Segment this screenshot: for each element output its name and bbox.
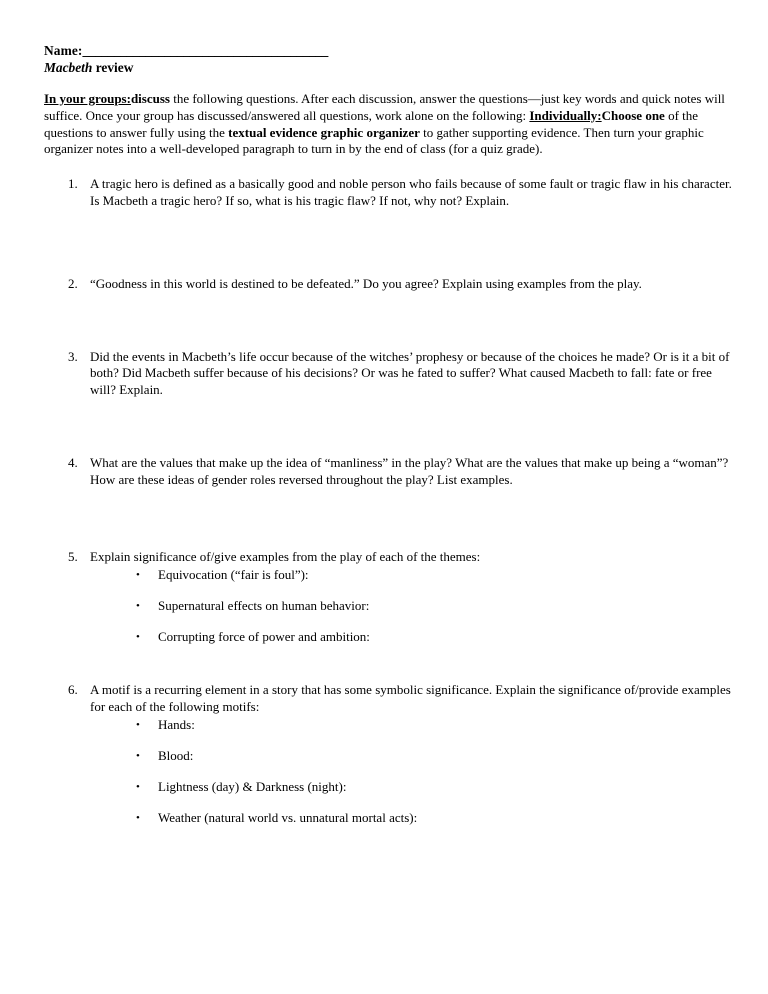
theme-bullet-label: Equivocation (“fair is foul”):	[158, 567, 309, 583]
answer-space-5	[44, 646, 740, 682]
bullet-dot-icon: •	[136, 630, 140, 643]
question-text: Explain significance of/give examples from the play of each of the themes:	[90, 548, 481, 564]
name-label: Name:	[44, 43, 83, 58]
theme-bullet-item	[90, 567, 740, 584]
question-text: “Goodness in this world is destined to be defeated.” Do you agree? Explain using examples from the play.	[90, 275, 642, 291]
question-number: 6.	[68, 681, 78, 697]
theme-bullet-list	[90, 567, 740, 645]
question-number: 2.	[68, 275, 78, 291]
bullet-dot-icon: •	[136, 811, 140, 824]
answer-space-4	[44, 489, 740, 549]
page-title	[44, 59, 740, 76]
bullet-dot-icon: •	[136, 780, 140, 793]
title-work-name: Macbeth	[44, 60, 93, 75]
question-number: 4.	[68, 454, 78, 470]
question-item-6	[44, 682, 740, 827]
question-list	[44, 176, 740, 826]
question-item-2	[44, 276, 740, 293]
bullet-dot-icon: •	[136, 750, 140, 763]
question-item-4	[44, 455, 740, 489]
name-blank-line: _______________________________________	[82, 43, 328, 58]
motif-bullet-item	[90, 717, 740, 734]
answer-space-3	[44, 399, 740, 455]
question-item-5	[44, 549, 740, 646]
instructions-individual-text-part2: to gather supporting evidence. Then turn your graphic organizer notes into a well-developed paragraph to turn in by the end of class (for a quiz grade).	[44, 124, 704, 157]
title-suffix: review	[92, 60, 134, 75]
motif-bullet-list	[90, 717, 740, 826]
individually-label: Individually:	[529, 107, 602, 123]
motif-bullet-label: Weather (natural world vs. unnatural mortal acts):	[158, 809, 418, 825]
bullet-dot-icon: •	[136, 719, 140, 732]
question-text: Did the events in Macbeth’s life occur because of the witches’ prophesy or because of the choices he made? Or is it a bit of both? Did Macbeth suffer because of his decisions? Or was he fated to suffer? What caused Macbeth to fall: fate or free will? Explain.	[90, 348, 730, 398]
bullet-dot-icon: •	[136, 569, 140, 582]
instructions-groups-text: the following questions. After each discussion, answer the questions—just key words and quick notes will suffice. Once your group has discussed/answered all questions, work alone on the following:	[44, 91, 725, 123]
motif-bullet-item	[90, 779, 740, 796]
answer-space-2	[44, 293, 740, 349]
graphic-organizer-emphasis: textual evidence graphic organizer	[228, 124, 420, 140]
question-number: 5.	[68, 548, 78, 564]
instructions-paragraph	[44, 91, 740, 158]
discuss-emphasis: discuss	[130, 91, 170, 106]
name-line	[44, 42, 740, 59]
theme-bullet-label: Corrupting force of power and ambition:	[158, 628, 370, 644]
instructions-individual-text-part1: of the questions to answer fully using the	[44, 107, 699, 140]
theme-bullet-item	[90, 629, 740, 646]
question-number: 3.	[68, 348, 78, 364]
worksheet-body	[44, 42, 740, 827]
motif-bullet-label: Hands:	[158, 717, 195, 733]
question-number: 1.	[68, 176, 78, 192]
theme-bullet-label: Supernatural effects on human behavior:	[158, 598, 370, 614]
motif-bullet-item	[90, 748, 740, 765]
question-item-1	[44, 176, 740, 210]
question-text: A motif is a recurring element in a story that has some symbolic significance. Explain the significance of/provide examples for each of the following motifs:	[90, 681, 731, 714]
question-text: What are the values that make up the idea of “manliness” in the play? What are the values that make up being a “woman”? How are these ideas of gender roles reversed throughout the play? List examples.	[90, 454, 729, 487]
choose-one-emphasis: Choose one	[601, 107, 665, 123]
motif-bullet-label: Lightness (day) & Darkness (night):	[158, 778, 347, 794]
question-text: A tragic hero is defined as a basically good and noble person who fails because of some fault or tragic flaw in his character. Is Macbeth a tragic hero? If so, what is his tragic flaw? If not, why not? Explain.	[90, 176, 732, 208]
bullet-dot-icon: •	[136, 600, 140, 613]
theme-bullet-item	[90, 598, 740, 615]
motif-bullet-item	[90, 810, 740, 827]
question-item-3	[44, 349, 740, 399]
answer-space-1	[44, 210, 740, 276]
in-your-groups-label: In your groups:	[44, 91, 131, 106]
motif-bullet-label: Blood:	[158, 748, 194, 764]
